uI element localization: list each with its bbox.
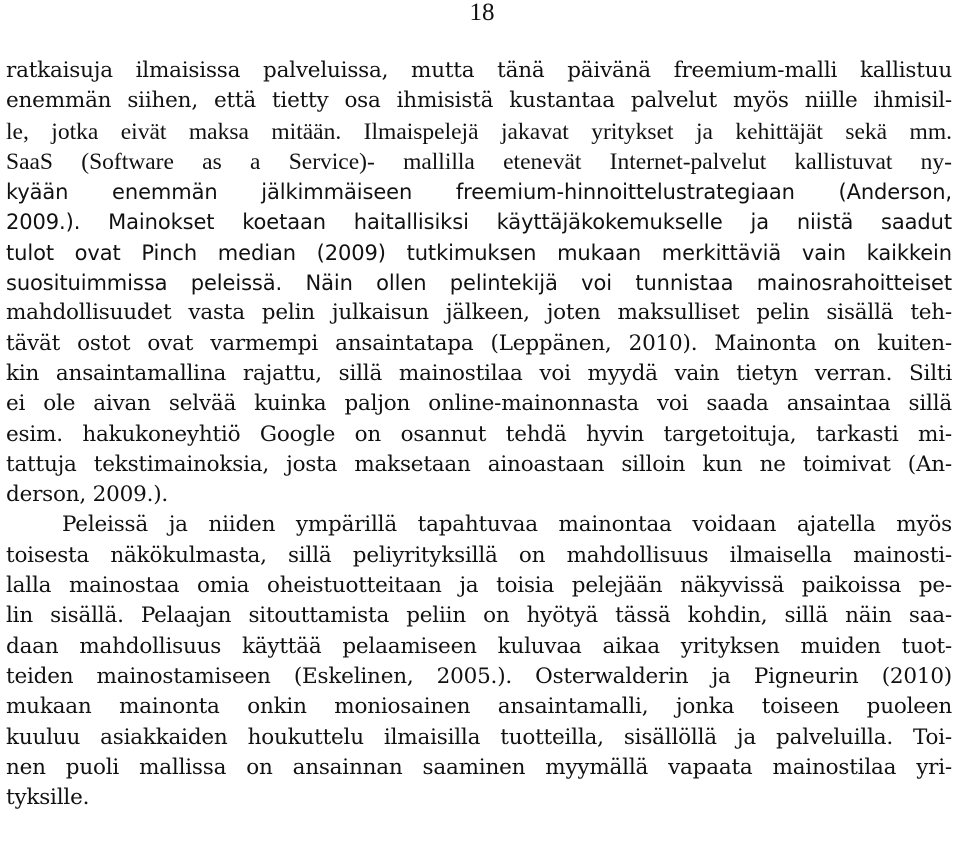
text-line: mahdollisuudet vasta pelin julkaisun jälkeen, joten maksulliset pelin sisällä teh-: [6, 300, 952, 326]
text-line: suosituimmissa peleissä. Näin ollen pelintekijä voi tunnistaa mainosrahoitteiset: [6, 271, 952, 296]
text-line: le, jotka eivät maksa mitään. Ilmaispelejä jakavat yritykset ja kehittäjät sekä mm.: [6, 118, 952, 145]
text-line: ei ole aivan selvää kuinka paljon online-mainonnasta voi saada ansaintaa sillä: [6, 391, 952, 417]
text-line: tulot ovat Pinch median (2009) tutkimuksen mukaan merkittäviä vain kaikkein: [6, 240, 952, 265]
text-line: kin ansaintamallina rajattu, sillä mainostilaa voi myydä vain tietyn verran. Silti: [6, 360, 952, 386]
text-line: ratkaisuja ilmaisissa palveluissa, mutta tänä päivänä freemium-malli kallistuu: [6, 58, 952, 83]
text-line: enemmän siihen, että tietty osa ihmisistä kustantaa palvelut myös niille ihmisil-: [6, 88, 952, 114]
text-line: lalla mainostaa omia oheistuotteitaan ja toisia pelejään näkyvissä paikoissa pe-: [6, 573, 952, 599]
body-text: [6, 56, 952, 813]
page-number: 18: [469, 0, 495, 26]
paragraph: [6, 56, 952, 510]
text-line: kuuluu asiakkaiden houkuttelu ilmaisilla tuotteilla, sisällöllä ja palveluilla. Toi-: [6, 724, 952, 750]
text-line: kyään enemmän jälkimmäiseen freemium-hinnoittelustrategiaan (Anderson,: [6, 180, 952, 205]
text-line: mukaan mainonta onkin moniosainen ansaintamalli, jonka toiseen puoleen: [6, 694, 952, 720]
text-line: nen puoli mallissa on ansainnan saaminen myymällä vapaata mainostilaa yri-: [6, 754, 952, 780]
text-line: Peleissä ja niiden ympärillä tapahtuvaa mainontaa voidaan ajatella myös: [62, 512, 952, 538]
text-line: 2009.). Mainokset koetaan haitallisiksi käyttäjäkokemukselle ja niistä saadut: [6, 210, 952, 235]
text-line: esim. hakukoneyhtiö Google on osannut tehdä hyvin targetoituja, tarkasti mi-: [6, 421, 952, 447]
text-line: derson, 2009.).: [6, 482, 169, 508]
paragraph: [6, 510, 952, 813]
text-line: teiden mainostamiseen (Eskelinen, 2005.). Osterwalderin ja Pigneurin (2010): [6, 663, 952, 689]
text-line: tävät ostot ovat varmempi ansaintatapa (Leppänen, 2010). Mainonta on kuiten-: [6, 330, 952, 356]
text-line: tyksille.: [6, 785, 90, 811]
text-line: SaaS (Software as a Service)- mallilla etenevät Internet-palvelut kallistuvat ny-: [6, 148, 952, 175]
text-line: daan mahdollisuus käyttää pelaamiseen kuluvaa aikaa yrityksen muiden tuot-: [6, 633, 952, 659]
text-line: lin sisällä. Pelaajan sitouttamista peliin on hyötyä tässä kohdin, sillä näin saa-: [6, 603, 952, 629]
text-line: toisesta näkökulmasta, sillä peliyrityksillä on mahdollisuus ilmaisella mainosti-: [6, 542, 952, 568]
text-line: tattuja tekstimainoksia, josta maksetaan ainoastaan silloin kun ne toimivat (An-: [6, 451, 952, 477]
